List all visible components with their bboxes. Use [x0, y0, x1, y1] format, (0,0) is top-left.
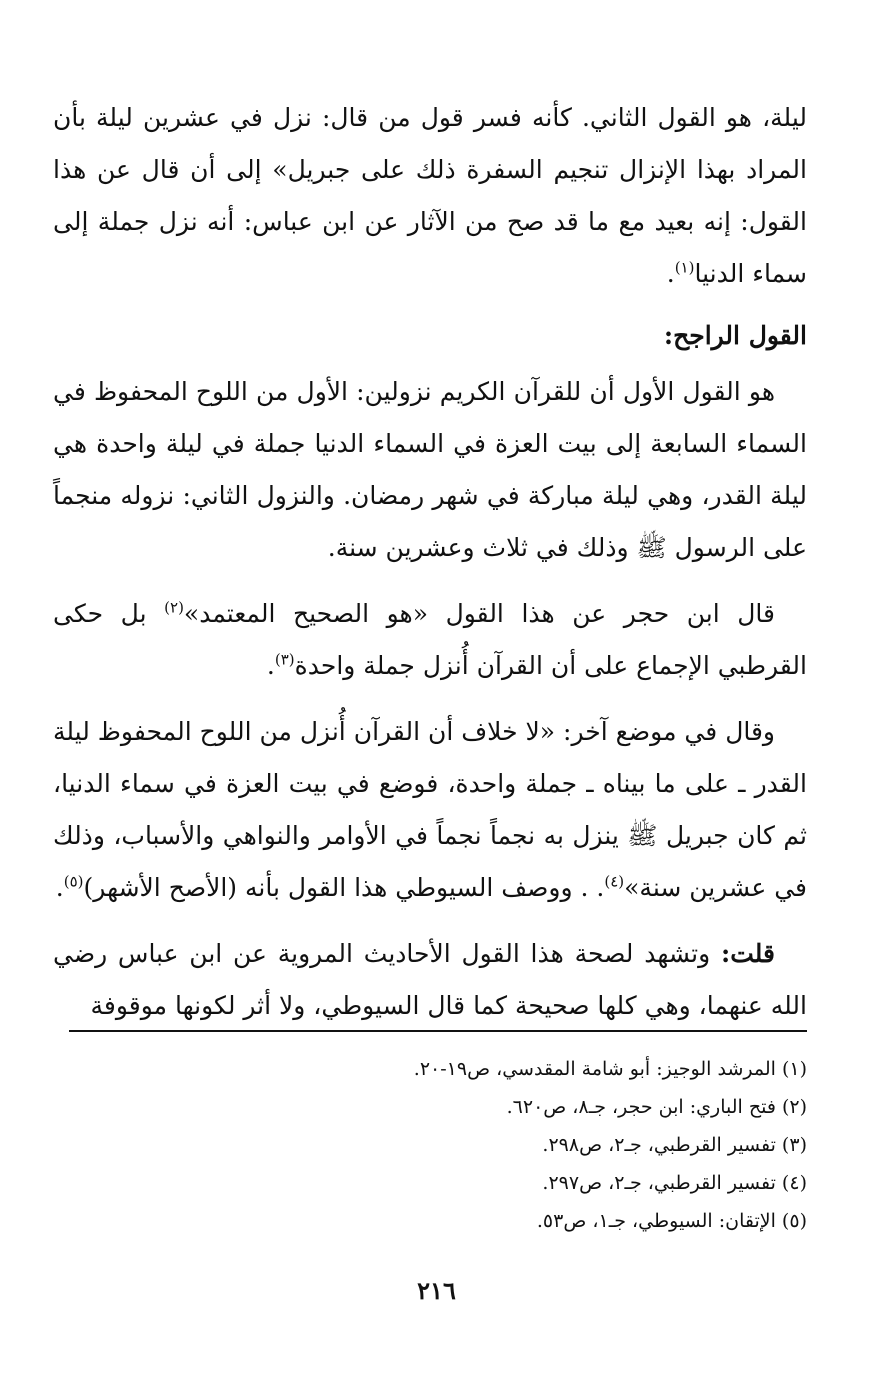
page-body — [53, 92, 807, 1032]
paragraph-4 — [53, 706, 807, 914]
paragraph-4-text-b: . . ووصف السيوطي هذا القول بأنه (الأصح الأشهر) — [83, 873, 605, 902]
page-number: ٢١٦ — [417, 1276, 456, 1305]
footnote-ref-4[interactable]: (٤) — [604, 872, 625, 891]
paragraph-4-text-a: وقال في موضع آخر: «لا خلاف أن القرآن أُنزل من اللوح المحفوظ ليلة القدر ـ على ما بيناه ـ جملة واحدة، فوضع في بيت العزة في سماء الدنيا، ثم كان جبريل ﷺ ينزل به نجماً نجماً في الأوامر والنواهي والأسباب، وذلك في عشرين سنة» — [53, 717, 807, 902]
footnote-item: (٥) الإتقان: السيوطي، جـ١، ص٥٣. — [536, 1210, 807, 1232]
paragraph-1-text: ليلة، هو القول الثاني. كأنه فسر قول من قال: نزل في عشرين ليلة بأن المراد بهذا الإنزال تنجيم السفرة ذلك على جبريل» إلى أن قال عن هذا القول: إنه بعيد مع ما قد صح من الآثار عن ابن عباس: أنه نزل جملة إلى سماء الدنيا — [53, 103, 807, 288]
paragraph-2: هو القول الأول أن للقرآن الكريم نزولين: الأول من اللوح المحفوظ في السماء السابعة إلى بيت العزة في السماء الدنيا جملة في ليلة واحدة هي ليلة القدر، وهي ليلة مباركة في شهر رمضان. والنزول الثاني: نزوله منجماً على الرسول ﷺ وذلك في ثلاث وعشرين سنة. — [53, 377, 807, 562]
paragraph-4-end: . — [55, 873, 64, 902]
paragraph-3 — [53, 588, 807, 692]
footnote-ref-2[interactable]: (٢) — [164, 598, 184, 617]
footnote-ref-5[interactable]: (٥) — [63, 872, 84, 891]
footnote-item: (٢) فتح الباري: ابن حجر، جـ٨، ص٦٢٠. — [506, 1096, 807, 1118]
paragraph-5-text: وتشهد لصحة هذا القول الأحاديث المروية عن ابن عباس رضي الله عنهما، وهي كلها صحيحة كما قال السيوطي، ولا أثر لكونها موقوفة — [53, 939, 807, 1020]
footnote-item: (١) المرشد الوجيز: أبو شامة المقدسي، ص١٩-٢٠. — [413, 1058, 807, 1080]
footnote-ref-1[interactable]: (١) — [674, 258, 695, 277]
paragraph-3-end: . — [266, 651, 275, 680]
paragraph-5 — [53, 928, 807, 1032]
footnote-divider — [69, 1030, 807, 1032]
paragraph-5-lead: قلت: — [720, 939, 775, 968]
paragraph-1 — [53, 92, 807, 300]
paragraph-3-text-a: قال ابن حجر عن هذا القول «هو الصحيح المعتمد» — [183, 599, 775, 628]
paragraph-1-end: . — [666, 259, 675, 288]
footnote-item: (٣) تفسير القرطبي، جـ٢، ص٢٩٨. — [542, 1134, 807, 1156]
footnote-ref-3[interactable]: (٣) — [274, 650, 295, 669]
footnote-item: (٤) تفسير القرطبي، جـ٢، ص٢٩٧. — [542, 1172, 807, 1194]
paragraph-3-text-b: بل حكى القرطبي الإجماع على أن القرآن أُنزل جملة واحدة — [53, 599, 807, 680]
section-heading: القول الراجح: — [663, 321, 807, 350]
footnotes-list — [53, 1050, 807, 1240]
